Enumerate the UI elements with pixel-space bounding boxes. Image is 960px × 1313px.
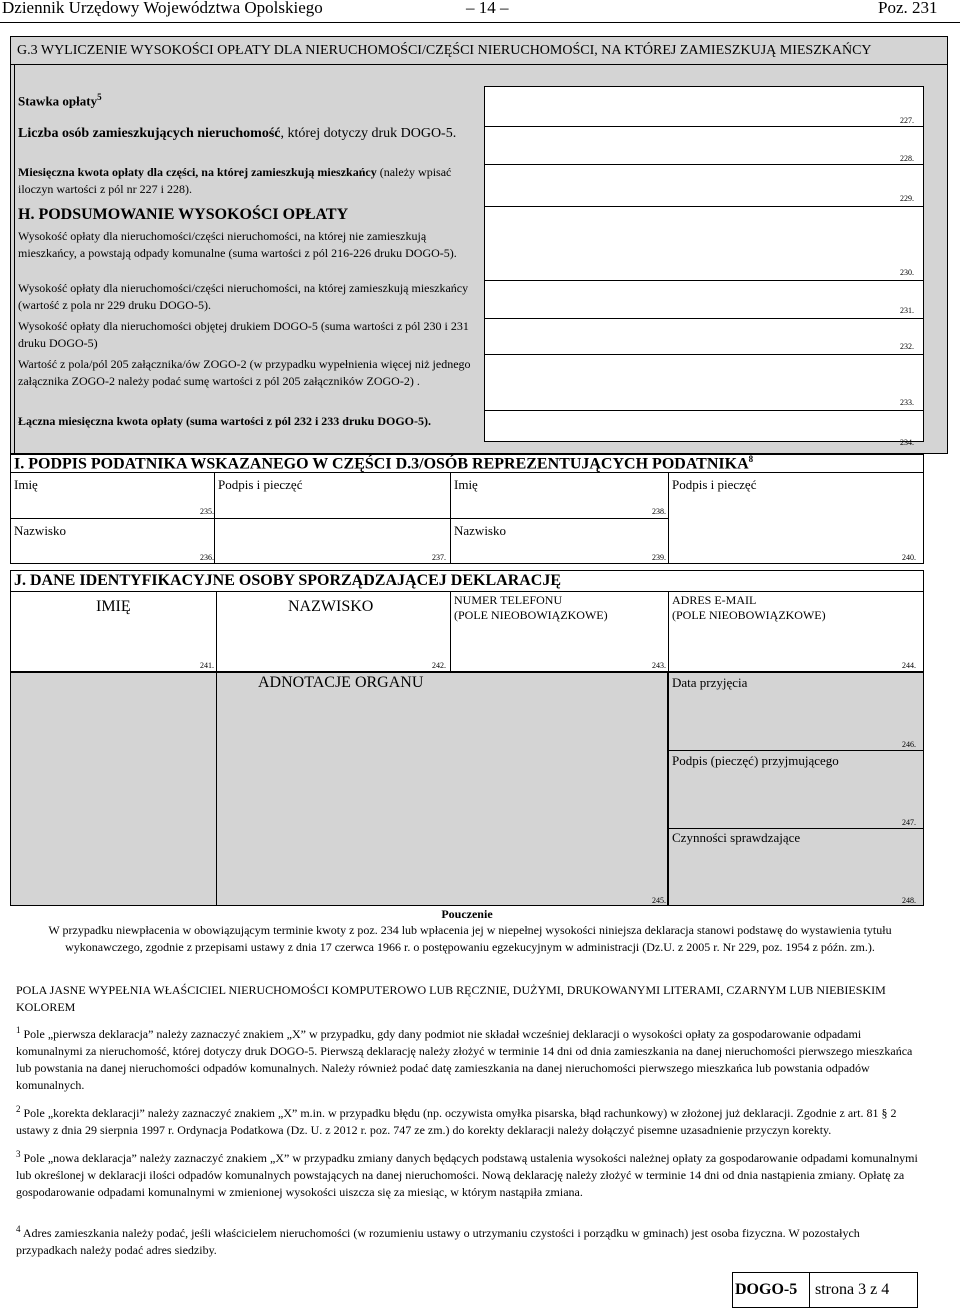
field-248[interactable]: 248. — [902, 896, 916, 905]
form-badge — [732, 1272, 918, 1308]
organ-title: ADNOTACJE ORGANU — [258, 674, 424, 691]
i-nazwisko-label: Nazwisko — [14, 523, 66, 538]
organ-podpis-label: Podpis (pieczęć) przyjmującego — [672, 753, 839, 768]
j-nazwisko-label: NAZWISKO — [288, 598, 374, 615]
miesieczna-label: Miesięczna kwota opłaty dla części, na której zamieszkują mieszkańcy (należy wpisać iloczyn wartości z pól nr 227 i 228). — [18, 165, 452, 196]
organ-czynnosci-label: Czynności sprawdzające — [672, 830, 801, 845]
field-233[interactable]: 233. — [900, 398, 914, 407]
field-244[interactable]: 244. — [902, 661, 916, 670]
organ-data-label: Data przyjęcia — [672, 675, 748, 690]
footnotes — [16, 982, 918, 1259]
field-245[interactable]: 245. — [652, 896, 666, 905]
pouczenie-text: W przypadku niewpłacenia w obowiązującym terminie kwoty z poz. 234 lub wpłacenia jej w niepełnej wysokości niniejsza deklaracja stanowi podstawę do wystawienia tytułu wykonawczego, zgodnie z przepisami ustawy z dnia 17 czerwca 1966 r. o postępowaniu egzekucyjnym w administracji (Dz.U. z 2005 r. Nr 229, poz. 1954 z późn. zm.). — [48, 923, 892, 954]
footnote-1: $^1$ Pole „pierwsza deklaracja” należy zaznaczyć znakiem „X” w przypadku, gdy dany podmiot nie składał wcześniej deklaracji o wysokości opłaty za gospodarowanie odpadami komunalnymi za nieruchomość, której dotyczy druk DOGO-5. Pierwszą deklarację należy złożyć w terminie 14 dni od dnia zamieszkania na danej nieruchomości pierwszego mieszkańca lub powstania na danej nieruchomości odpadów komunalnych. Należy również podać datę zamieszkania na danej nieruchomości pierwszego mieszkańca lub powstania odpadów komunalnych. — [16, 1025, 913, 1092]
i-podpis2-label: Podpis i pieczęć — [672, 477, 757, 492]
values-column — [484, 86, 924, 442]
field-228[interactable]: 228. — [900, 154, 914, 163]
field-234[interactable]: 234. — [900, 438, 914, 447]
position-number: Poz. 231 — [878, 0, 938, 17]
section-i-title: I. PODPIS PODATNIKA WSKAZANEGO W CZĘŚCI D.3/OSÓB REPREZENTUJĄCYCH PODATNIKA$^8$ — [14, 454, 754, 473]
field-239[interactable]: 239. — [652, 553, 666, 562]
h-row-230-label: Wysokość opłaty dla nieruchomości/części nieruchomości, na której nie zamieszkują mieszkańcy, a powstają odpady komunalne (suma wartości z pól 216-226 druku DOGO-5). — [18, 229, 457, 260]
field-236[interactable]: 236. — [200, 553, 214, 562]
field-242[interactable]: 242. — [432, 661, 446, 670]
field-231[interactable]: 231. — [900, 306, 914, 315]
j-imie-label: IMIĘ — [96, 598, 131, 615]
field-227[interactable]: 227. — [900, 116, 914, 125]
field-230[interactable]: 230. — [900, 268, 914, 277]
form-page: strona 3 z 4 — [815, 1281, 890, 1298]
i-podpis-label: Podpis i pieczęć — [218, 477, 303, 492]
j-email-label: ADRES E-MAIL (POLE NIEOBOWIĄZKOWE) — [672, 593, 826, 622]
footnote-4: $^4$ Adres zamieszkania należy podać, jeśli właścicielem nieruchomości (w rozumieniu ustawy o utrzymaniu czystości i porządku w gminach) jest osoba fizyczna. W pozostałych przypadkach należy podać adres siedziby. — [16, 1224, 860, 1257]
liczba-label: Liczba osób zamieszkujących nieruchomość, której dotyczy druk DOGO-5. — [18, 126, 457, 141]
field-235[interactable]: 235. — [200, 507, 214, 516]
footnote-2: $^2$ Pole „korekta deklaracji” należy zaznaczyć znakiem „X” m.in. w przypadku błędu (np. oczywista omyłka pisarska, błąd rachunkowy) w złożonej już deklaracji. Zgodnie z art. 81 § 2 ustawy z dnia 29 sierpnia 1997 r. Ordynacja Podatkowa (Dz. U. z 2012 r. poz. 747 ze zm.) do korekty deklaracji należy dołączyć pisemne uzasadnienie przyczyn korekty. — [16, 1104, 897, 1137]
section-g3-title: G.3 WYLICZENIE WYSOKOŚCI OPŁATY DLA NIERUCHOMOŚCI/CZĘŚCI NIERUCHOMOŚCI, NA KTÓREJ ZAMIESZKUJĄ MIESZKAŃCY — [17, 43, 872, 58]
h-row-233-label: Wartość z pola/pól 205 załącznika/ów ZOGO-2 (w przypadku wypełnienia więcej niż jednego załącznika ZOGO-2 należy podać sumę wartości z pól 205 załączników ZOGO-2) . — [18, 357, 471, 388]
field-237[interactable]: 237. — [432, 553, 446, 562]
field-241[interactable]: 241. — [200, 661, 214, 670]
section-h-title: H. PODSUMOWANIE WYSOKOŚCI OPŁATY — [18, 206, 349, 223]
j-telefon-label: NUMER TELEFONU (POLE NIEOBOWIĄZKOWE) — [454, 593, 608, 622]
field-247[interactable]: 247. — [902, 818, 916, 827]
field-240[interactable]: 240. — [902, 553, 916, 562]
i-imie2-label: Imię — [454, 477, 478, 492]
pouczenie-title: Pouczenie — [441, 907, 493, 921]
section-j-title: J. DANE IDENTYFIKACYJNE OSOBY SPORZĄDZAJĄCEJ DEKLARACJĘ — [14, 572, 562, 589]
field-229[interactable]: 229. — [900, 194, 914, 203]
field-243[interactable]: 243. — [652, 661, 666, 670]
form-code: DOGO-5 — [735, 1281, 798, 1298]
h-row-231-label: Wysokość opłaty dla nieruchomości/części nieruchomości, na której zamieszkują mieszkańcy (wartość z pola nr 229 druku DOGO-5). — [18, 281, 469, 312]
h-row-232-label: Wysokość opłaty dla nieruchomości objętej drukiem DOGO-5 (suma wartości z pól 230 i 231 druku DOGO-5) — [18, 319, 469, 350]
stawka-label: Stawka opłaty$^5$ — [18, 92, 102, 109]
i-imie-label: Imię — [14, 477, 38, 492]
h-row-234-label: Łączna miesięczna kwota opłaty (suma wartości z pól 232 i 233 druku DOGO-5). — [18, 414, 431, 428]
field-238[interactable]: 238. — [652, 507, 666, 516]
field-232[interactable]: 232. — [900, 342, 914, 351]
field-246[interactable]: 246. — [902, 740, 916, 749]
footnote-3: $^3$ Pole „nowa deklaracja” należy zaznaczyć znakiem „X” w przypadku zmiany danych będących podstawą ustalenia wysokości należnej opłaty za gospodarowanie odpadami komunalnymi lub określonej w deklaracji ilości odpadów komunalnych powstających na danej nieruchomości. Nową deklarację należy złożyć w terminie 14 dni od dnia nastąpienia zmiany. Opłatę za gospodarowanie odpadami komunalnymi w zmienionej wysokości uiszcza się za miesiąc, w którym nastąpiła zmiana. — [16, 1149, 918, 1199]
journal-title: Dziennik Urzędowy Województwa Opolskiego — [2, 0, 323, 17]
page-number: – 14 – — [466, 0, 509, 17]
note-pola: POLA JASNE WYPEŁNIA WŁAŚCICIEL NIERUCHOMOŚCI KOMPUTEROWO LUB RĘCZNIE, DUŻYMI, DRUKOWANYMI LITERAMI, CZARNYM LUB NIEBIESKIM KOLOREM — [16, 983, 886, 1014]
i-nazwisko2-label: Nazwisko — [454, 523, 506, 538]
